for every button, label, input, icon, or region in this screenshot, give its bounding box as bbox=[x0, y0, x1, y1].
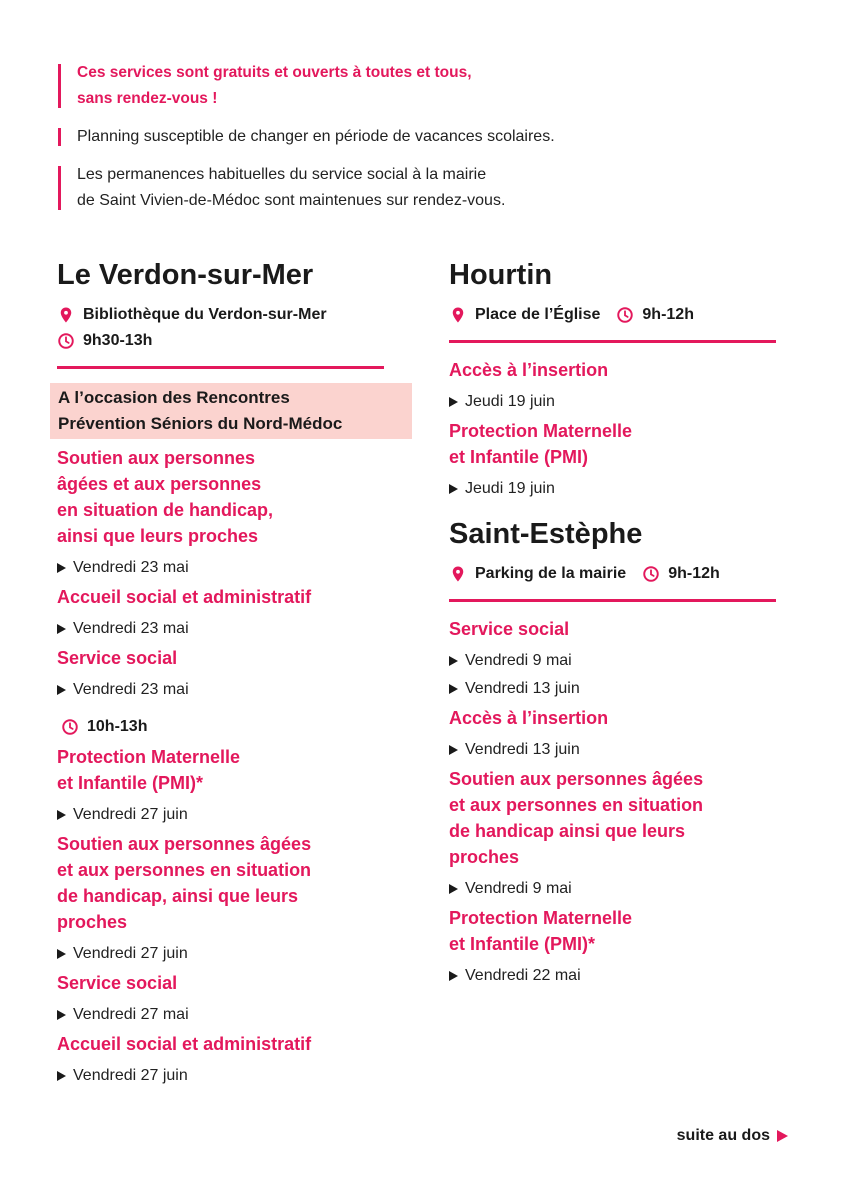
date-text: Vendredi 22 mai bbox=[465, 967, 581, 984]
date-text: Vendredi 23 mai bbox=[73, 559, 189, 576]
time-line bbox=[57, 328, 427, 354]
section-title: Saint-Estèphe bbox=[449, 518, 643, 550]
service-name bbox=[57, 445, 427, 549]
clock-icon bbox=[616, 306, 634, 324]
schedule-date bbox=[57, 941, 427, 966]
service-line: proches bbox=[57, 912, 128, 932]
service-name bbox=[449, 616, 779, 642]
triangle-bullet-icon bbox=[449, 484, 458, 494]
service-name bbox=[57, 584, 427, 610]
service-line: Service social bbox=[57, 973, 178, 993]
date-text: Vendredi 13 juin bbox=[465, 680, 580, 697]
schedule-date bbox=[449, 963, 779, 988]
notice-line: Planning susceptible de changer en période de vacances scolaires. bbox=[77, 128, 555, 145]
triangle-bullet-icon bbox=[57, 810, 66, 820]
location-group bbox=[449, 302, 600, 328]
service-name bbox=[449, 357, 779, 383]
schedule-date bbox=[57, 802, 427, 827]
section-title: Hourtin bbox=[449, 259, 553, 291]
time-group bbox=[616, 302, 694, 328]
date-text: Vendredi 9 mai bbox=[465, 652, 572, 669]
service-line: et Infantile (PMI) bbox=[449, 447, 588, 467]
time-text: 10h-13h bbox=[87, 718, 148, 735]
triangle-bullet-icon bbox=[449, 884, 458, 894]
location-text: Parking de la mairie bbox=[475, 565, 627, 582]
time-text: 9h-12h bbox=[668, 565, 720, 582]
service-line: Soutien aux personnes âgées bbox=[57, 834, 312, 854]
location-line bbox=[57, 302, 427, 328]
time-text: 9h-12h bbox=[642, 306, 694, 323]
schedule-date bbox=[449, 876, 779, 901]
service-name bbox=[449, 418, 779, 470]
triangle-bullet-icon bbox=[449, 971, 458, 981]
service-line: et Infantile (PMI)* bbox=[57, 773, 204, 793]
section-divider bbox=[449, 340, 776, 343]
schedule-date bbox=[57, 1063, 427, 1088]
service-list bbox=[449, 616, 779, 988]
date-text: Vendredi 9 mai bbox=[465, 880, 572, 897]
schedule-date bbox=[449, 648, 779, 673]
section-estephe bbox=[449, 515, 779, 988]
date-text: Vendredi 27 juin bbox=[73, 1067, 188, 1084]
location-group bbox=[449, 561, 626, 587]
location-time-line bbox=[449, 302, 779, 328]
triangle-bullet-icon bbox=[57, 563, 66, 573]
map-pin-icon bbox=[57, 306, 75, 324]
service-line: proches bbox=[449, 847, 520, 867]
service-line: Soutien aux personnes âgées bbox=[449, 769, 704, 789]
service-name bbox=[57, 744, 427, 796]
schedule-date bbox=[449, 389, 779, 414]
service-line: ainsi que leurs proches bbox=[57, 526, 259, 546]
date-text: Vendredi 23 mai bbox=[73, 681, 189, 698]
clock-icon bbox=[61, 718, 79, 736]
notice-line: sans rendez-vous ! bbox=[77, 90, 218, 107]
service-line: de handicap, ainsi que leurs bbox=[57, 886, 299, 906]
location-text: Bibliothèque du Verdon-sur-Mer bbox=[83, 306, 327, 323]
triangle-bullet-icon bbox=[57, 949, 66, 959]
time-group bbox=[642, 561, 720, 587]
schedule-date bbox=[449, 476, 779, 501]
service-line: Protection Maternelle bbox=[57, 747, 241, 767]
section-verdon bbox=[57, 256, 427, 1091]
event-highlight-box bbox=[50, 383, 412, 439]
service-name bbox=[449, 705, 779, 731]
triangle-bullet-icon bbox=[449, 397, 458, 407]
time-text: 9h30-13h bbox=[83, 332, 153, 349]
continue-on-back bbox=[677, 1124, 788, 1148]
service-line: Accueil social et administratif bbox=[57, 587, 312, 607]
notice-line: Ces services sont gratuits et ouverts à toutes et tous, bbox=[77, 64, 472, 81]
service-line: et Infantile (PMI)* bbox=[449, 934, 596, 954]
clock-icon bbox=[642, 565, 660, 583]
service-line: Service social bbox=[449, 619, 570, 639]
schedule-date bbox=[57, 555, 427, 580]
schedule-date bbox=[449, 676, 779, 701]
service-list bbox=[57, 445, 427, 702]
triangle-bullet-icon bbox=[57, 1010, 66, 1020]
section-divider bbox=[57, 366, 384, 369]
schedule-date bbox=[57, 1002, 427, 1027]
section-hourtin bbox=[449, 256, 779, 501]
date-text: Vendredi 27 juin bbox=[73, 806, 188, 823]
section-title: Le Verdon-sur-Mer bbox=[57, 259, 314, 291]
service-line: en situation de handicap, bbox=[57, 500, 274, 520]
location-time-line bbox=[449, 561, 779, 587]
notice-permanences bbox=[58, 162, 778, 214]
service-name bbox=[449, 905, 779, 957]
service-list bbox=[57, 744, 427, 1088]
date-text: Vendredi 27 juin bbox=[73, 945, 188, 962]
triangle-bullet-icon bbox=[57, 685, 66, 695]
date-text: Vendredi 23 mai bbox=[73, 620, 189, 637]
right-column bbox=[449, 256, 779, 991]
schedule-date bbox=[57, 616, 427, 641]
service-list bbox=[449, 357, 779, 501]
map-pin-icon bbox=[449, 565, 467, 583]
service-name bbox=[57, 831, 427, 935]
service-name bbox=[449, 766, 779, 870]
service-name bbox=[57, 970, 427, 996]
location-text: Place de l’Église bbox=[475, 306, 601, 323]
notice-line: Les permanences habituelles du service social à la mairie bbox=[77, 166, 487, 183]
service-line: de handicap ainsi que leurs bbox=[449, 821, 686, 841]
triangle-bullet-icon bbox=[449, 745, 458, 755]
date-text: Vendredi 13 juin bbox=[465, 741, 580, 758]
service-line: Soutien aux personnes bbox=[57, 448, 256, 468]
service-line: et aux personnes en situation bbox=[57, 860, 312, 880]
notice-free-services bbox=[58, 60, 778, 112]
service-line: Protection Maternelle bbox=[449, 421, 633, 441]
arrow-right-icon bbox=[777, 1130, 788, 1142]
service-name bbox=[57, 645, 427, 671]
event-line: A l’occasion des Rencontres bbox=[58, 388, 290, 407]
schedule-date bbox=[57, 677, 427, 702]
date-text: Jeudi 19 juin bbox=[465, 393, 555, 410]
service-line: Accès à l’insertion bbox=[449, 708, 609, 728]
triangle-bullet-icon bbox=[57, 624, 66, 634]
notices bbox=[58, 60, 778, 226]
event-line: Prévention Séniors du Nord-Médoc bbox=[58, 414, 343, 433]
service-line: et aux personnes en situation bbox=[449, 795, 704, 815]
map-pin-icon bbox=[449, 306, 467, 324]
service-line: Protection Maternelle bbox=[449, 908, 633, 928]
service-name bbox=[57, 1031, 427, 1057]
service-line: âgées et aux personnes bbox=[57, 474, 262, 494]
service-line: Service social bbox=[57, 648, 178, 668]
date-text: Vendredi 27 mai bbox=[73, 1006, 189, 1023]
triangle-bullet-icon bbox=[449, 656, 458, 666]
schedule-date bbox=[449, 737, 779, 762]
triangle-bullet-icon bbox=[57, 1071, 66, 1081]
service-line: Accès à l’insertion bbox=[449, 360, 609, 380]
clock-icon bbox=[57, 332, 75, 350]
triangle-bullet-icon bbox=[449, 684, 458, 694]
date-text: Jeudi 19 juin bbox=[465, 480, 555, 497]
notice-planning bbox=[58, 124, 778, 150]
notice-line: de Saint Vivien-de-Médoc sont maintenues sur rendez-vous. bbox=[77, 192, 506, 209]
section-divider bbox=[449, 599, 776, 602]
time-line-secondary bbox=[57, 714, 427, 740]
footer-label: suite au dos bbox=[676, 1127, 770, 1144]
service-line: Accueil social et administratif bbox=[57, 1034, 312, 1054]
